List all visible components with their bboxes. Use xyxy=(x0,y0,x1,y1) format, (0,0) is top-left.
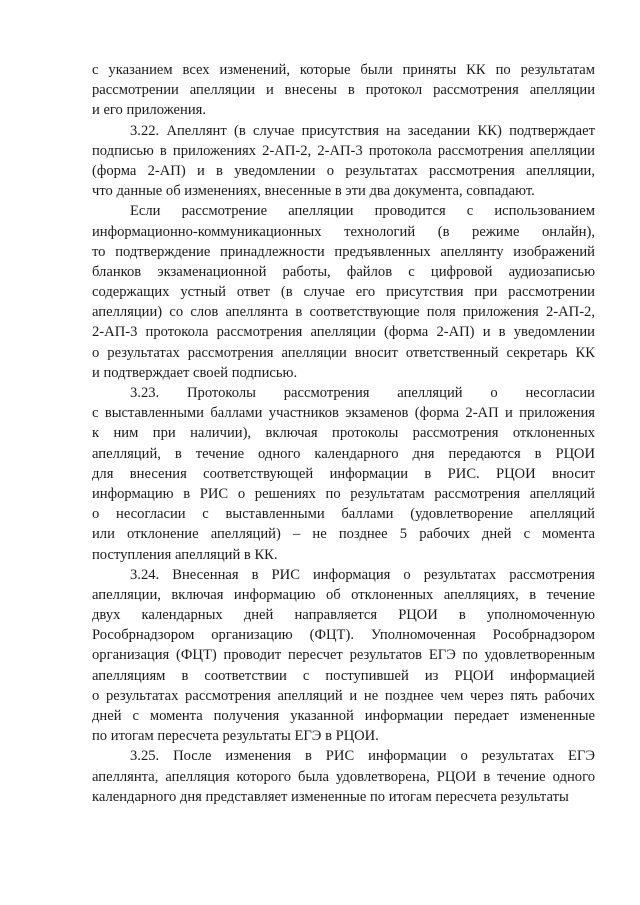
text-line: что данные об изменениях, внесенные в эти два документа, совпадают. xyxy=(92,183,535,200)
text-line: к ним при наличии), включая протоколы рассмотрения отклоненных xyxy=(92,425,595,442)
text-line: поступления апелляций в КК. xyxy=(92,546,278,563)
paragraph-3-23 xyxy=(92,383,595,565)
document-text xyxy=(92,60,595,807)
text-line: информацию в РИС о решениях по результатам рассмотрения апелляций xyxy=(92,485,595,502)
text-line: 3.25. После изменения в РИС информации о результатах ЕГЭ xyxy=(130,748,595,765)
text-line: Если рассмотрение апелляции проводится с использованием xyxy=(130,203,595,220)
text-line: бланков экзаменационной работы, файлов с цифровой аудиозаписью xyxy=(92,263,595,280)
text-line: Рособрнадзором организацию (ФЦТ). Уполномоченная Рособрнадзором xyxy=(92,627,595,644)
text-line: о результатах рассмотрения апелляций и не позднее чем через пять рабочих xyxy=(92,687,595,704)
text-line: (форма 2-АП) и в уведомлении о результатах рассмотрения апелляции, xyxy=(92,162,595,179)
text-line: 3.22. Апеллянт (в случае присутствия на заседании КК) подтверждает xyxy=(130,122,595,139)
text-line: апеллянта, апелляция которого была удовлетворена, РЦОИ в течение одного xyxy=(92,768,595,785)
text-line: дней с момента получения указанной информации передает измененные xyxy=(92,708,595,724)
text-line: апелляции) со слов апеллянта в соответствующие поля приложения 2-АП-2, xyxy=(92,304,595,321)
text-line: и подтверждает своей подписью. xyxy=(92,364,298,381)
text-line: и его приложения. xyxy=(92,102,206,119)
text-line: информационно-коммуникационных технологий (в режиме онлайн), xyxy=(92,223,595,240)
text-line: о несогласии с выставленными баллами (удовлетворение апелляций xyxy=(92,506,595,523)
text-line: апелляции, включая информацию об отклоненных апелляциях, в течение xyxy=(92,586,595,603)
text-line: двух календарных дней направляется РЦОИ в уполномоченную xyxy=(92,607,595,624)
text-line: апелляциям в соответствии с поступившей из РЦОИ информацией xyxy=(92,667,595,684)
text-line: с указанием всех изменений, которые были приняты КК по результатам xyxy=(92,62,595,78)
text-line: о результатах рассмотрения апелляции вносит ответственный секретарь КК xyxy=(92,344,595,361)
text-line: для внесения соответствующей информации в РИС. РЦОИ вносит xyxy=(92,465,595,482)
text-line: апелляций, в течение одного календарного дня передаются в РЦОИ xyxy=(92,445,595,462)
paragraph-3-22 xyxy=(92,121,595,202)
paragraph-continuation xyxy=(92,60,595,121)
paragraph-3-25 xyxy=(92,746,595,807)
text-line: то подтверждение принадлежности предъявленных апеллянту изображений xyxy=(92,243,595,260)
text-line: 3.23. Протоколы рассмотрения апелляций о несогласии xyxy=(130,385,595,401)
paragraph-3-24 xyxy=(92,565,595,747)
text-line: содержащих устный ответ (в случае его присутствия при рассмотрении xyxy=(92,284,595,301)
text-line: организация (ФЦТ) проводит пересчет результатов ЕГЭ по удовлетворенным xyxy=(92,647,595,664)
text-line: 3.24. Внесенная в РИС информация о результатах рассмотрения xyxy=(130,566,595,583)
text-line: 2-АП-3 протокола рассмотрения апелляции (форма 2-АП) и в уведомлении xyxy=(92,324,595,341)
text-line: или отклонение апелляций) – не позднее 5 рабочих дней с момента xyxy=(92,526,595,543)
paragraph-online xyxy=(92,201,595,383)
text-line: по итогам пересчета результаты ЕГЭ в РЦОИ. xyxy=(92,728,379,745)
text-line: с выставленными баллами участников экзаменов (форма 2-АП и приложения xyxy=(92,405,595,422)
text-line: рассмотрении апелляции и внесены в протокол рассмотрения апелляции xyxy=(92,82,595,99)
text-line: подписью в приложениях 2-АП-2, 2-АП-3 протокола рассмотрения апелляции xyxy=(92,142,595,159)
text-line: календарного дня представляет измененные по итогам пересчета результаты xyxy=(92,788,569,805)
